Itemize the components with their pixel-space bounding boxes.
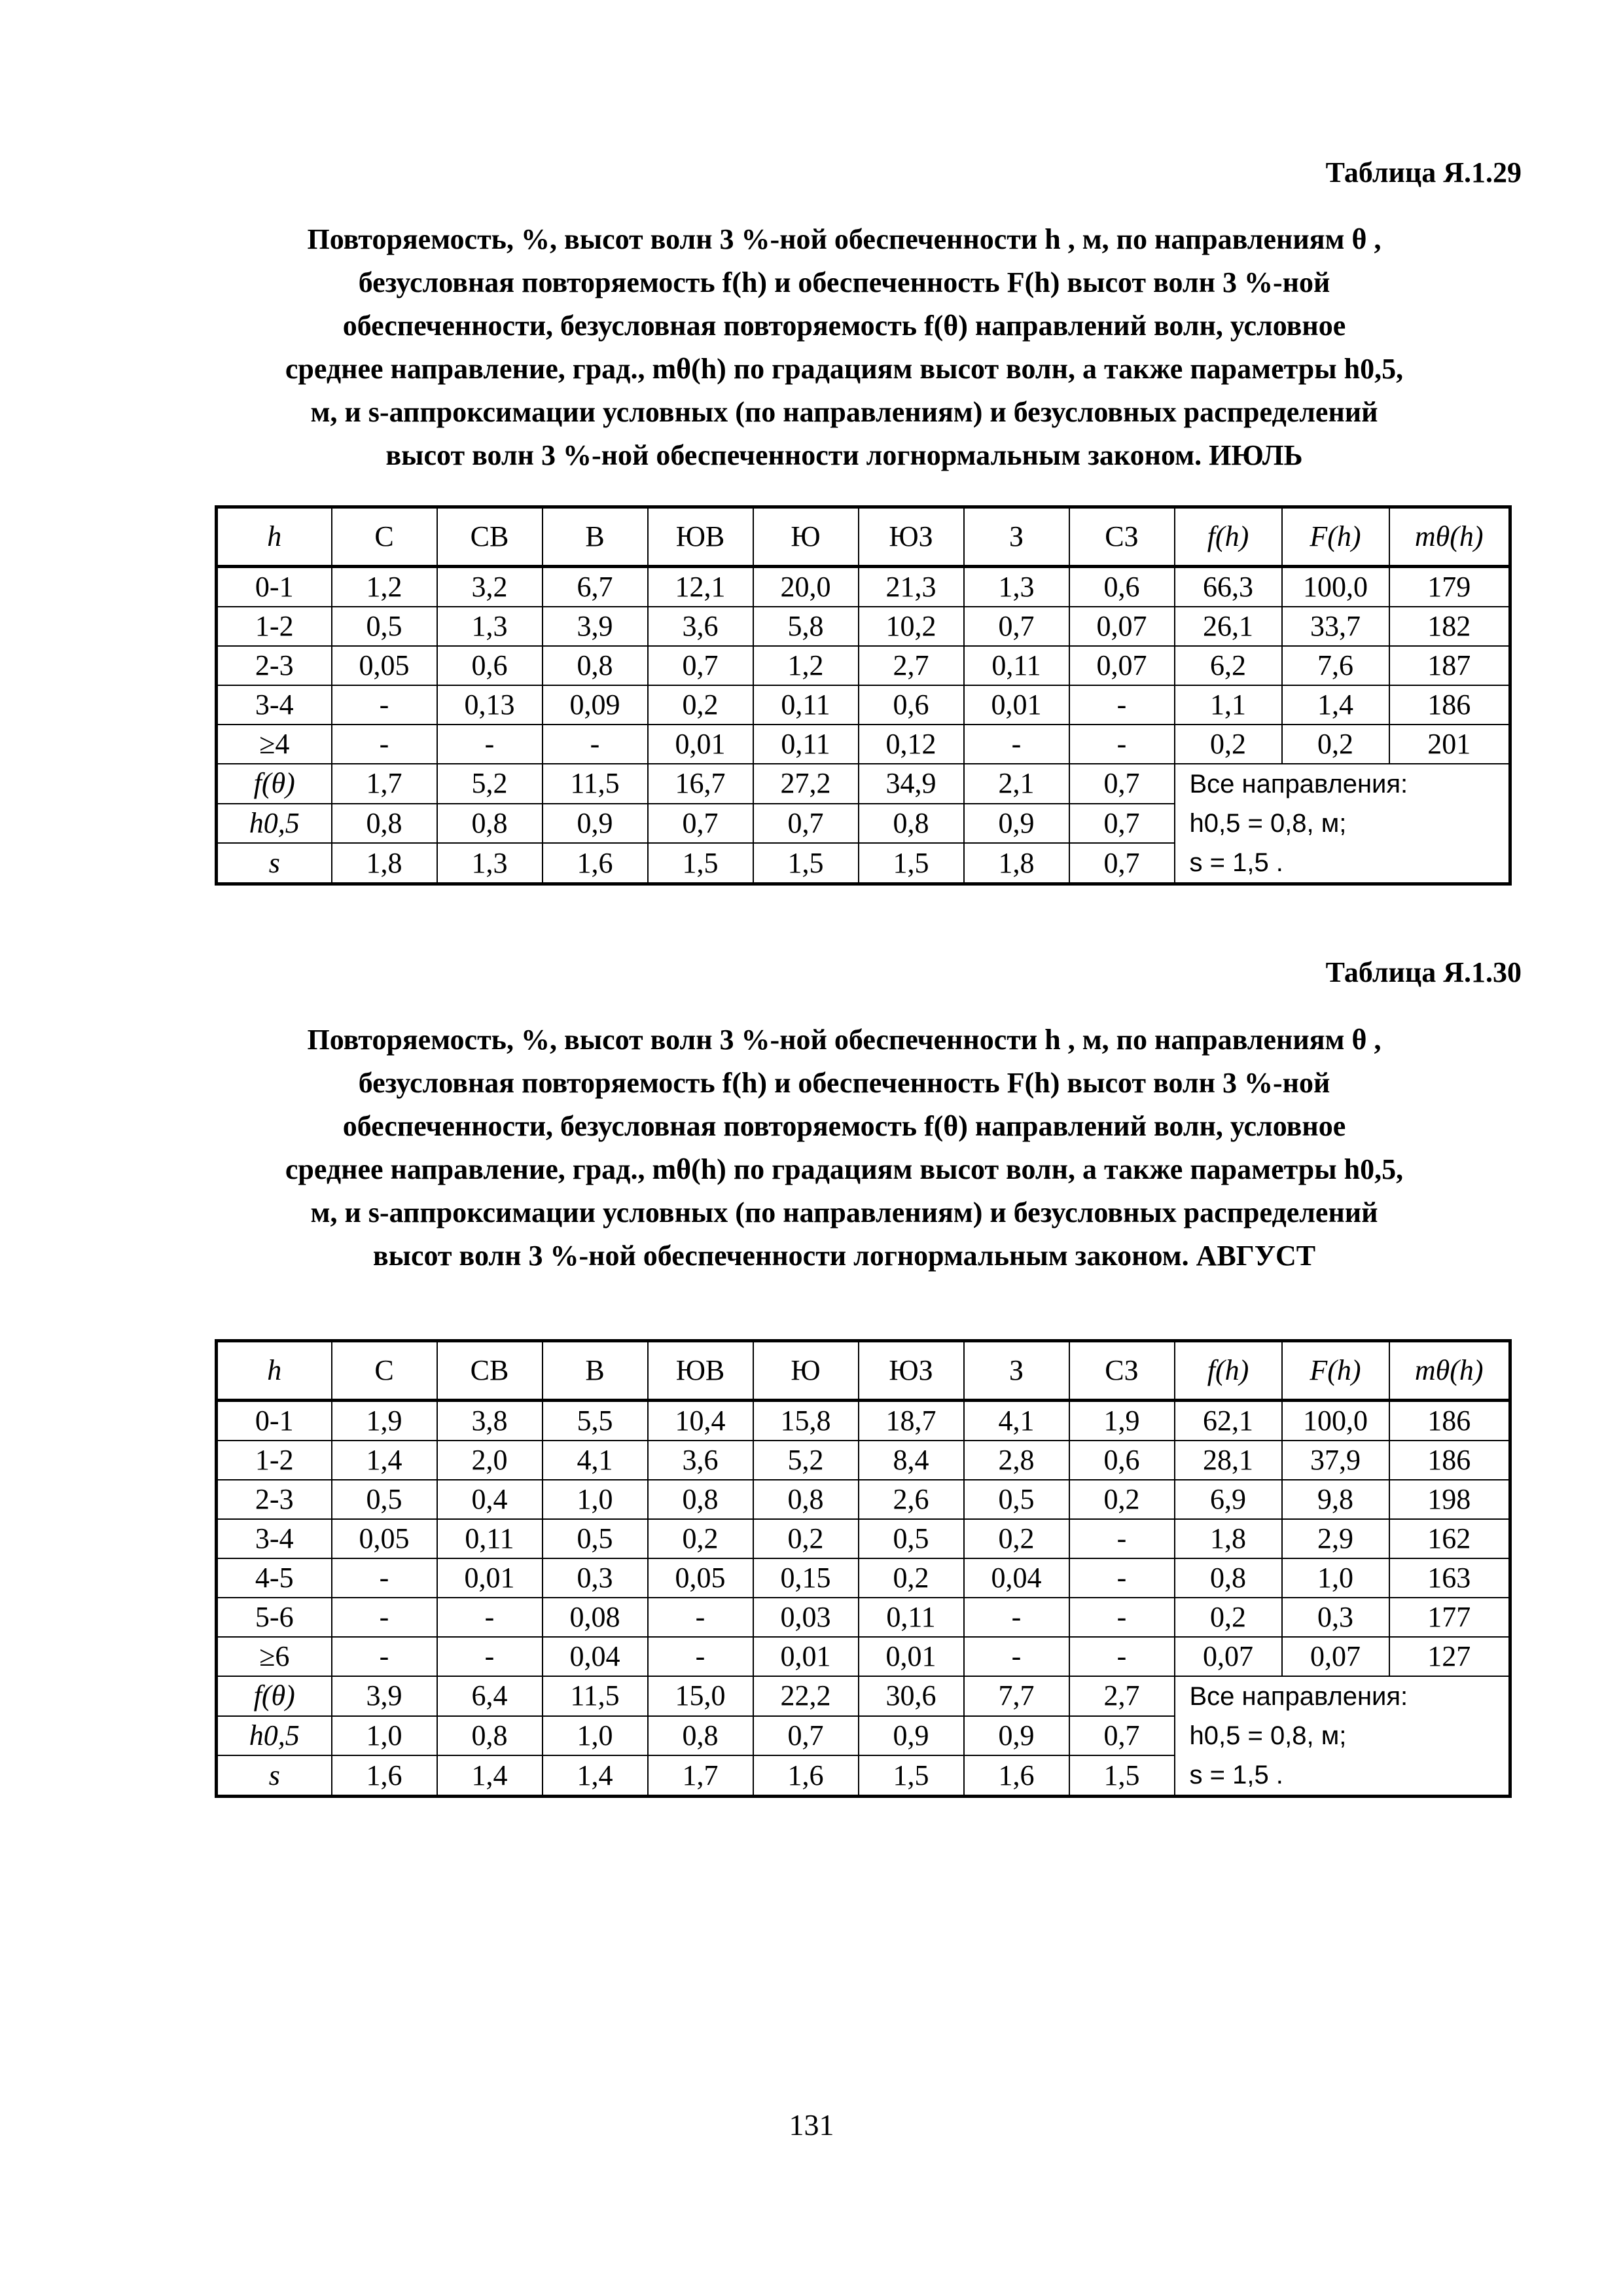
table-cell: 2,6 [859,1480,964,1519]
table-cell: 0,6 [1069,1441,1175,1480]
caption-line: высот волн 3 %-ной обеспеченности логнормальным законом. ИЮЛЬ [385,439,1303,471]
table-cell: 0,11 [437,1519,543,1558]
table-cell: 26,1 [1175,607,1282,646]
parameter-label-cell: h0,5 [217,804,332,844]
table-cell: 0,15 [753,1558,859,1598]
table-cell: 0,07 [1282,1637,1389,1676]
table-cell: 0,11 [753,685,859,725]
caption-line: среднее направление, град., mθ(h) по градациям высот волн, а также параметры h0,5, [285,353,1404,385]
header-cell: f(h) [1175,1341,1282,1401]
table-cell: 1,1 [1175,685,1282,725]
caption-line: безусловная повторяемость f(h) и обеспеченность F(h) высот волн 3 %-ной [358,266,1330,298]
table-row [217,1558,1510,1598]
table-cell: 62,1 [1175,1401,1282,1441]
row-label-cell: 1-2 [217,607,332,646]
summary-line: h0,5 = 0,8, м; [1189,809,1347,838]
header-cell: В [543,1341,648,1401]
parameter-label-cell: f(θ) [217,1676,332,1716]
table-cell: 1,8 [1175,1519,1282,1558]
parameter-cell: 0,9 [964,1716,1069,1756]
table-cell: 2,8 [964,1441,1069,1480]
parameter-cell: 1,6 [332,1755,437,1796]
parameter-cell: 1,4 [543,1755,648,1796]
table-cell: 0,6 [1069,567,1175,607]
table-cell: 0,2 [648,1519,753,1558]
parameter-row [217,1676,1510,1716]
table-row [217,607,1510,646]
parameter-cell: 11,5 [543,764,648,804]
table-cell: 0,11 [964,646,1069,685]
table-cell: 0,6 [859,685,964,725]
table-cell: - [332,1598,437,1637]
table-number-1: Таблица Я.1.29 [1325,156,1522,188]
table-cell: 0,8 [543,646,648,685]
table-cell: 0,01 [964,685,1069,725]
row-label-cell: 3-4 [217,1519,332,1558]
table-cell: - [1069,725,1175,764]
header-cell: mθ(h) [1389,507,1510,567]
header-cell: ЮЗ [859,507,964,567]
table-cell: 0,01 [753,1637,859,1676]
table-cell: - [332,1637,437,1676]
parameter-cell: 0,7 [1069,1716,1175,1756]
table-cell: 8,4 [859,1441,964,1480]
header-cell: F(h) [1282,507,1389,567]
table-cell: 4,1 [964,1401,1069,1441]
table-cell: 162 [1389,1519,1510,1558]
row-label-cell: 2-3 [217,646,332,685]
header-cell: С [332,507,437,567]
parameter-cell: 2,7 [1069,1676,1175,1716]
table-cell: 182 [1389,607,1510,646]
parameter-cell: 1,5 [648,843,753,884]
row-label-cell: 1-2 [217,1441,332,1480]
parameter-cell: 34,9 [859,764,964,804]
parameter-cell: 6,4 [437,1676,543,1716]
table-cell: 0,13 [437,685,543,725]
table-cell: 21,3 [859,567,964,607]
table-row [217,1598,1510,1637]
table-cell: 3,2 [437,567,543,607]
table-cell: 12,1 [648,567,753,607]
table-row [217,1401,1510,1441]
table-cell: 0,5 [332,607,437,646]
summary-line: h0,5 = 0,8, м; [1189,1721,1347,1750]
all-directions-summary [1175,764,1510,884]
table-row [217,725,1510,764]
table-cell: 0,05 [332,646,437,685]
table-row [217,646,1510,685]
parameter-cell: 1,6 [753,1755,859,1796]
table-cell: 33,7 [1282,607,1389,646]
table-cell: 1,9 [1069,1401,1175,1441]
row-label-cell: 0-1 [217,567,332,607]
caption-line: м, и s-аппроксимации условных (по направлениям) и безусловных распределений [310,396,1378,428]
parameter-row [217,764,1510,804]
caption-line: м, и s-аппроксимации условных (по направлениям) и безусловных распределений [310,1196,1378,1229]
table-cell: 198 [1389,1480,1510,1519]
table-cell: - [543,725,648,764]
summary-line: Все направления: [1189,1682,1408,1711]
parameter-cell: 0,7 [753,804,859,844]
table-cell: 127 [1389,1637,1510,1676]
header-cell: СЗ [1069,1341,1175,1401]
table-cell: 6,9 [1175,1480,1282,1519]
table-number-2: Таблица Я.1.30 [1325,956,1522,988]
parameter-cell: 1,7 [648,1755,753,1796]
parameter-cell: 1,0 [543,1716,648,1756]
table-cell: 0,07 [1069,607,1175,646]
table-cell: 0,8 [1175,1558,1282,1598]
summary-line: Все направления: [1189,770,1408,798]
parameter-cell: 0,7 [1069,804,1175,844]
caption-line: высот волн 3 %-ной обеспеченности логнормальным законом. АВГУСТ [372,1240,1316,1272]
row-label-cell: ≥6 [217,1637,332,1676]
parameter-cell: 1,5 [859,1755,964,1796]
table-cell: 9,8 [1282,1480,1389,1519]
table-cell: 0,8 [753,1480,859,1519]
table-cell: 0,5 [964,1480,1069,1519]
table-cell: 6,7 [543,567,648,607]
table-cell: 0,03 [753,1598,859,1637]
parameter-cell: 1,5 [753,843,859,884]
parameter-cell: 1,8 [332,843,437,884]
table-cell: 0,12 [859,725,964,764]
table-cell: 1,0 [1282,1558,1389,1598]
table-cell: 3,8 [437,1401,543,1441]
table-cell: 0,07 [1069,646,1175,685]
parameter-cell: 0,7 [753,1716,859,1756]
parameter-cell: 3,9 [332,1676,437,1716]
table-cell: 0,01 [859,1637,964,1676]
parameter-cell: 0,7 [648,804,753,844]
table-cell: 1,4 [332,1441,437,1480]
table-cell: 0,2 [964,1519,1069,1558]
table-cell: - [332,1558,437,1598]
table-cell: 163 [1389,1558,1510,1598]
table-cell: 66,3 [1175,567,1282,607]
header-cell: З [964,1341,1069,1401]
table-cell: 10,4 [648,1401,753,1441]
table-cell: - [1069,1519,1175,1558]
table-row [217,1480,1510,1519]
table-cell: - [1069,1598,1175,1637]
table-cell: 5,5 [543,1401,648,1441]
table-cell: - [437,1598,543,1637]
table-cell: - [1069,1637,1175,1676]
parameter-cell: 0,8 [437,1716,543,1756]
row-label-cell: 0-1 [217,1401,332,1441]
table-cell: 6,2 [1175,646,1282,685]
parameter-cell: 0,7 [1069,843,1175,884]
table-cell: 0,7 [964,607,1069,646]
table-cell: - [1069,1558,1175,1598]
table-cell: 0,5 [859,1519,964,1558]
table-cell: 0,7 [648,646,753,685]
caption-line: среднее направление, град., mθ(h) по градациям высот волн, а также параметры h0,5, [285,1153,1404,1185]
page-number: 131 [789,2108,834,2142]
table-cell: 3,9 [543,607,648,646]
parameter-cell: 1,7 [332,764,437,804]
table-cell: - [332,725,437,764]
table-row [217,1519,1510,1558]
table-cell: 1,3 [437,607,543,646]
table-cell: 0,3 [1282,1598,1389,1637]
table-cell: 2,7 [859,646,964,685]
parameter-label-cell: f(θ) [217,764,332,804]
table-cell: 0,01 [648,725,753,764]
table-cell: - [332,685,437,725]
header-cell: ЮЗ [859,1341,964,1401]
table-cell: 0,08 [543,1598,648,1637]
table-cell: 100,0 [1282,1401,1389,1441]
table-cell: 0,2 [1175,725,1282,764]
table-cell: 179 [1389,567,1510,607]
header-cell: В [543,507,648,567]
table-cell: 0,2 [648,685,753,725]
table-cell: - [437,1637,543,1676]
table-cell: - [964,725,1069,764]
table-cell: - [648,1598,753,1637]
table-cell: 0,3 [543,1558,648,1598]
table-cell: 0,2 [1069,1480,1175,1519]
table-cell: 186 [1389,685,1510,725]
table-cell: 37,9 [1282,1441,1389,1480]
table-cell: 1,9 [332,1401,437,1441]
table-caption-2 [196,1018,1492,1278]
table-cell: - [437,725,543,764]
parameter-cell: 7,7 [964,1676,1069,1716]
table-row [217,1441,1510,1480]
row-label-cell: 4-5 [217,1558,332,1598]
table-cell: 177 [1389,1598,1510,1637]
parameter-label-cell: h0,5 [217,1716,332,1756]
parameter-cell: 1,8 [964,843,1069,884]
table-cell: 186 [1389,1441,1510,1480]
table-cell: 0,5 [332,1480,437,1519]
table-cell: 0,09 [543,685,648,725]
parameter-cell: 0,9 [859,1716,964,1756]
header-cell: ЮВ [648,1341,753,1401]
parameter-label-cell: s [217,1755,332,1796]
table-cell: 15,8 [753,1401,859,1441]
header-cell: СЗ [1069,507,1175,567]
parameter-cell: 0,8 [332,804,437,844]
parameter-cell: 5,2 [437,764,543,804]
table-cell: 0,07 [1175,1637,1282,1676]
table-cell: 0,2 [1282,725,1389,764]
table-cell: - [964,1598,1069,1637]
table-cell: 3,6 [648,1441,753,1480]
table-caption-1 [196,218,1492,477]
parameter-cell: 1,3 [437,843,543,884]
table-cell: 201 [1389,725,1510,764]
header-cell: mθ(h) [1389,1341,1510,1401]
table-cell: 28,1 [1175,1441,1282,1480]
parameter-cell: 0,8 [648,1716,753,1756]
caption-line: обеспеченности, безусловная повторяемость f(θ) направлений волн, условное [342,1110,1346,1142]
table-cell: - [648,1637,753,1676]
table-cell: 1,4 [1282,685,1389,725]
table-row [217,567,1510,607]
table-cell: 20,0 [753,567,859,607]
header-cell: ЮВ [648,507,753,567]
wave-height-table-august [215,1339,1512,1798]
wave-height-table-july [215,505,1512,886]
table-cell: 0,04 [964,1558,1069,1598]
header-cell: Ю [753,507,859,567]
all-directions-summary [1175,1676,1510,1797]
table-cell: 7,6 [1282,646,1389,685]
table-cell: 100,0 [1282,567,1389,607]
parameter-cell: 27,2 [753,764,859,804]
table-header-row [217,507,1510,567]
parameter-cell: 30,6 [859,1676,964,1716]
header-cell: h [217,1341,332,1401]
caption-line: Повторяемость, %, высот волн 3 %-ной обеспеченности h , м, по направлениям θ , [307,1024,1382,1056]
table-row [217,685,1510,725]
table-cell: 1,2 [753,646,859,685]
table-cell: 186 [1389,1401,1510,1441]
parameter-cell: 15,0 [648,1676,753,1716]
table-cell: 1,0 [543,1480,648,1519]
table-cell: 10,2 [859,607,964,646]
summary-line: s = 1,5 . [1189,848,1283,877]
parameter-cell: 22,2 [753,1676,859,1716]
parameter-label-cell: s [217,843,332,884]
parameter-cell: 16,7 [648,764,753,804]
parameter-cell: 1,5 [859,843,964,884]
parameter-cell: 0,8 [859,804,964,844]
table-cell: 2,9 [1282,1519,1389,1558]
parameter-cell: 1,5 [1069,1755,1175,1796]
table-cell: 0,6 [437,646,543,685]
table-cell: 4,1 [543,1441,648,1480]
caption-line: Повторяемость, %, высот волн 3 %-ной обеспеченности h , м, по направлениям θ , [307,223,1382,255]
parameter-cell: 1,6 [543,843,648,884]
table-cell: 3,6 [648,607,753,646]
table-row [217,1637,1510,1676]
table-cell: 5,2 [753,1441,859,1480]
table-cell: 187 [1389,646,1510,685]
row-label-cell: 3-4 [217,685,332,725]
table-cell: 0,8 [648,1480,753,1519]
header-cell: F(h) [1282,1341,1389,1401]
table-cell: 0,2 [1175,1598,1282,1637]
parameter-cell: 1,6 [964,1755,1069,1796]
parameter-cell: 2,1 [964,764,1069,804]
parameter-cell: 1,0 [332,1716,437,1756]
table-cell: 0,2 [753,1519,859,1558]
table-cell: 0,01 [437,1558,543,1598]
parameter-cell: 0,9 [964,804,1069,844]
table-cell: 0,5 [543,1519,648,1558]
parameter-cell: 0,8 [437,804,543,844]
row-label-cell: ≥4 [217,725,332,764]
table-cell: 0,05 [648,1558,753,1598]
table-cell: 0,4 [437,1480,543,1519]
table-cell: 0,05 [332,1519,437,1558]
parameter-cell: 0,7 [1069,764,1175,804]
header-cell: С [332,1341,437,1401]
parameter-cell: 0,9 [543,804,648,844]
table-cell: - [964,1637,1069,1676]
row-label-cell: 2-3 [217,1480,332,1519]
header-cell: h [217,507,332,567]
parameter-cell: 11,5 [543,1676,648,1716]
header-cell: Ю [753,1341,859,1401]
table-cell: 0,2 [859,1558,964,1598]
summary-line: s = 1,5 . [1189,1761,1283,1789]
table-cell: 0,11 [859,1598,964,1637]
parameter-cell: 1,4 [437,1755,543,1796]
caption-line: безусловная повторяемость f(h) и обеспеченность F(h) высот волн 3 %-ной [358,1067,1330,1099]
table-cell: 2,0 [437,1441,543,1480]
header-cell: З [964,507,1069,567]
table-header-row [217,1341,1510,1401]
table-cell: 0,04 [543,1637,648,1676]
header-cell: СВ [437,1341,543,1401]
table-cell: 1,3 [964,567,1069,607]
table-cell: 1,2 [332,567,437,607]
table-cell: 0,11 [753,725,859,764]
table-cell: - [1069,685,1175,725]
table-cell: 5,8 [753,607,859,646]
table-cell: 18,7 [859,1401,964,1441]
header-cell: f(h) [1175,507,1282,567]
caption-line: обеспеченности, безусловная повторяемость f(θ) направлений волн, условное [342,310,1346,342]
header-cell: СВ [437,507,543,567]
row-label-cell: 5-6 [217,1598,332,1637]
